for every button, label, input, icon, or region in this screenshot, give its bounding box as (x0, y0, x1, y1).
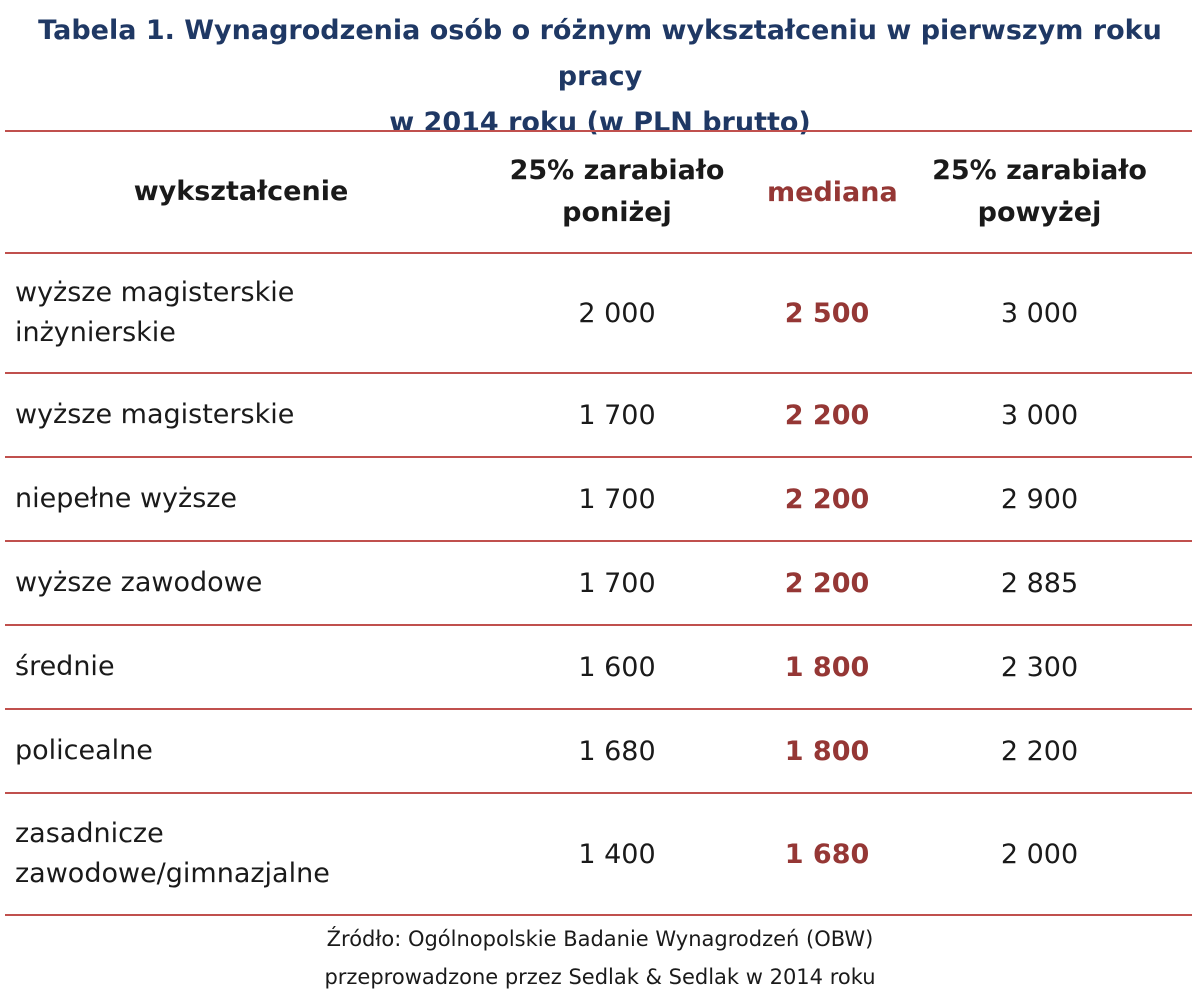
row-lower-value: 1 600 (578, 651, 656, 683)
salary-table (5, 130, 1192, 916)
row-median-value: 2 200 (784, 567, 870, 599)
source-line-2: przeprowadzone przez Sedlak & Sedlak w 2014 roku (324, 965, 876, 989)
row-upper-value: 2 000 (1000, 838, 1079, 870)
source-note (0, 920, 1200, 996)
row-education: wyższe zawodowe (15, 567, 263, 598)
row-lower-value: 1 700 (578, 399, 656, 431)
header-upper-quartile-line2: powyżej (977, 197, 1102, 228)
title-line-2: w 2014 roku (w PLN brutto) (389, 107, 811, 138)
header-upper-quartile (887, 150, 1192, 234)
header-median: mediana (767, 176, 898, 208)
table-row (5, 794, 1192, 914)
row-median-value: 1 800 (784, 735, 870, 767)
source-line-1: Źródło: Ogólnopolskie Badanie Wynagrodzeń (OBW) (326, 927, 874, 951)
row-upper-value: 2 900 (1000, 483, 1079, 515)
table-row (5, 458, 1192, 542)
header-education: wykształcenie (133, 176, 349, 207)
table-row (5, 710, 1192, 794)
row-education-line2: zawodowe/gimnazjalne (15, 858, 330, 889)
row-education: policealne (15, 735, 153, 766)
table-row (5, 374, 1192, 458)
row-median-value: 2 200 (784, 399, 870, 431)
row-upper-value: 3 000 (1000, 399, 1079, 431)
row-upper-value: 2 300 (1000, 651, 1079, 683)
row-median-value: 1 680 (784, 838, 870, 870)
header-lower-quartile-line1: 25% zarabiało (509, 155, 725, 186)
header-upper-quartile-line1: 25% zarabiało (932, 155, 1147, 186)
row-upper-value: 2 885 (1000, 567, 1079, 599)
row-upper-value: 3 000 (1000, 297, 1079, 329)
table-row (5, 542, 1192, 626)
row-lower-value: 1 700 (578, 567, 656, 599)
header-lower-quartile-line2: poniżej (562, 197, 672, 228)
row-median-value: 1 800 (784, 651, 870, 683)
row-education (5, 273, 467, 353)
row-upper-value: 2 200 (1000, 735, 1079, 767)
header-lower-quartile (467, 150, 767, 234)
row-median-value: 2 500 (784, 297, 870, 329)
row-lower-value: 1 400 (578, 838, 656, 870)
row-education-line1: zasadnicze (15, 818, 164, 849)
row-lower-value: 1 680 (578, 735, 656, 767)
row-lower-value: 1 700 (578, 483, 656, 515)
table-row (5, 626, 1192, 710)
row-education: niepełne wyższe (15, 483, 238, 514)
row-education-line2: inżynierskie (15, 317, 176, 348)
row-lower-value: 2 000 (578, 297, 656, 329)
row-median-value: 2 200 (784, 483, 870, 515)
row-education (5, 814, 467, 894)
table-header-row (5, 132, 1192, 254)
row-education: średnie (15, 651, 115, 682)
row-education-line1: wyższe magisterskie (15, 277, 295, 308)
title-line-1: Tabela 1. Wynagrodzenia osób o różnym wykształceniu w pierwszym roku pracy (38, 15, 1162, 92)
table-title (0, 8, 1200, 146)
row-education: wyższe magisterskie (15, 399, 295, 430)
table-row (5, 254, 1192, 374)
